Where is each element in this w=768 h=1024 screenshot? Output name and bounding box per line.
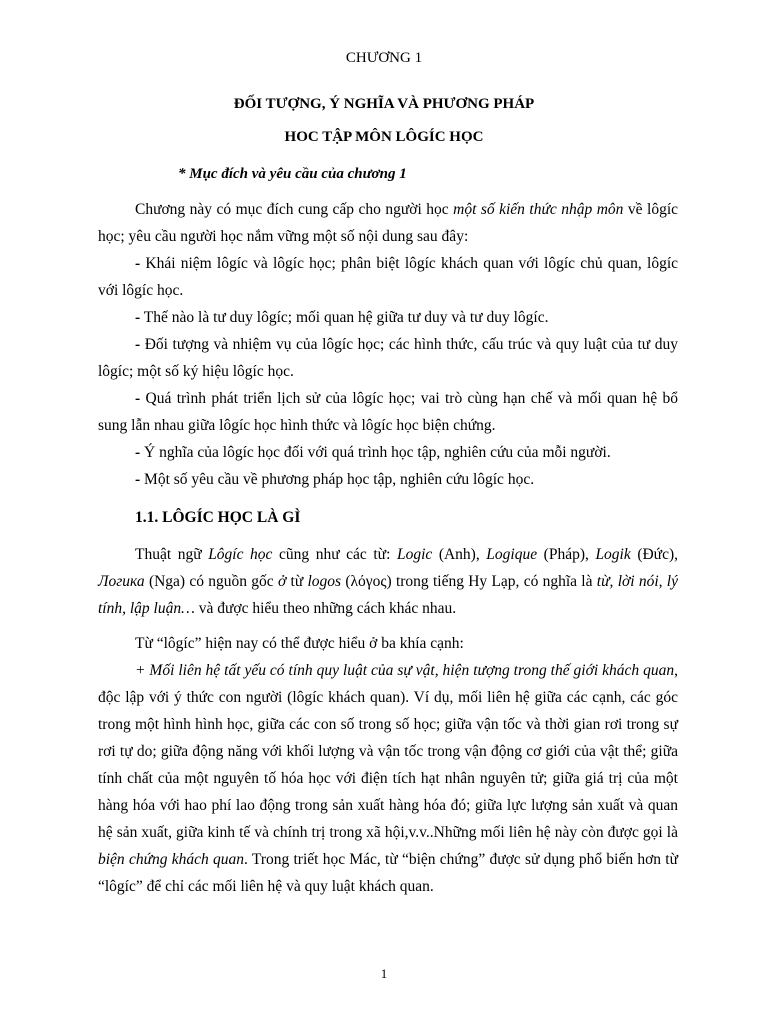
definition-block bbox=[98, 541, 678, 622]
bullet-text: Một số yêu cầu về phương pháp học tập, nghiên cứu lôgíc học. bbox=[144, 471, 535, 488]
definition-paragraph bbox=[98, 541, 678, 622]
bullet-text: Thế nào là tư duy lôgíc; mối quan hệ giữa tư duy và tư duy lôgíc. bbox=[143, 309, 549, 326]
aspects-block bbox=[98, 630, 678, 900]
bullet-item bbox=[98, 250, 678, 304]
p1-s13: từ bbox=[286, 573, 308, 590]
bullet-item bbox=[98, 304, 678, 331]
bullet-dash: - bbox=[135, 390, 141, 407]
p3-s4: . Trong triết học Mác, từ “biện chứng” được sử dụng phổ biến hơn từ “lôgíc” để chỉ các mối liên hệ và quy luật khách quan. bbox=[98, 851, 678, 895]
bullet-dash: - bbox=[135, 471, 141, 488]
p1-s3: cũng như các từ: bbox=[272, 546, 397, 563]
p1-s10: Логика bbox=[98, 573, 145, 590]
chapter-label: CHƯƠNG 1 bbox=[345, 50, 423, 66]
p3-s1: + Mối liên hệ tất yếu có tính quy luật của sự vật, hiện tượng trong thế giới khách quan bbox=[135, 662, 675, 679]
bullet-text: Khái niệm lôgíc và lôgíc học; phân biệt lôgíc khách quan với lôgíc chủ quan, lôgíc với lôgíc học. bbox=[98, 255, 679, 299]
intro-paragraph bbox=[98, 196, 678, 250]
p3-s3: biện chứng khách quan bbox=[98, 851, 245, 868]
p1-s16: từ, lời nói, lý tính, lập luận… bbox=[98, 573, 678, 617]
intro-text-a: Chương này có mục đích cung cấp cho người học bbox=[135, 201, 454, 218]
chapter-subtitle: * Mục đích và yêu cầu của chương 1 bbox=[178, 166, 407, 182]
bullet-item bbox=[98, 466, 678, 493]
bullet-text: Ý nghĩa của lôgíc học đối với quá trình học tập, nghiên cứu của mỗi người. bbox=[144, 444, 611, 461]
p1-s4: Logic bbox=[396, 546, 433, 563]
p1-s17: và được hiểu theo những cách khác nhau. bbox=[194, 600, 457, 617]
p1-s9: (Đức), bbox=[630, 546, 678, 563]
bullet-dash: - bbox=[135, 255, 141, 272]
p1-s14: logos bbox=[307, 573, 342, 590]
p1-s1: Thuật ngữ bbox=[135, 546, 209, 563]
p1-s11: (Nga) có nguồn gốc bbox=[144, 573, 278, 590]
bullet-item bbox=[98, 439, 678, 466]
bullet-dash: - bbox=[135, 309, 141, 326]
p1-s15: (λόγος) trong tiếng Hy Lạp, có nghĩa là bbox=[341, 573, 597, 590]
bullet-dash: - bbox=[135, 336, 141, 353]
page-number: 1 bbox=[380, 966, 388, 981]
aspects-intro: Từ “lôgíc” hiện nay có thể được hiểu ở ba khía cạnh: bbox=[135, 635, 464, 652]
p3-s2: , độc lập với ý thức con người (lôgíc khách quan). Ví dụ, mối liên hệ giữa các cạnh, các góc trong một hình hình học, giữa các con số trong số học; giữa vận tốc và thời gian rơi trong sự rơi tự do; giữa động năng với khối lượng và vận tốc trong vận động cơ giới của vật thể; giữa tính chất của một nguyên tố hóa học với điện tích hạt nhân nguyên tử; giữa giá trị của một hàng hóa với hao phí lao động trong sản xuất hàng hóa đó; giữa lực lượng sản xuất và quan hệ sản xuất, giữa kinh tế và chính trị trong xã hội,v.v..Những mối liên hệ này còn được gọi là bbox=[98, 662, 678, 841]
p1-s7: (Pháp), bbox=[537, 546, 596, 563]
intro-text-c: về lôgíc học; yêu cầu người học nắm vững một số nội dung sau đây: bbox=[98, 201, 679, 245]
chapter-title-line-1: ĐỐI TƯỢNG, Ý NGHĨA VÀ PHƯƠNG PHÁP bbox=[233, 96, 535, 112]
p1-s5: (Anh), bbox=[432, 546, 487, 563]
p1-s12: ở bbox=[277, 573, 287, 590]
bullet-dash: - bbox=[135, 444, 141, 461]
section-heading: 1.1. LÔGÍC HỌC LÀ GÌ bbox=[135, 509, 301, 526]
bullet-item bbox=[98, 331, 678, 385]
bullet-text: Quá trình phát triển lịch sử của lôgíc học; vai trò cùng hạn chế và mối quan hệ bổ sung lẫn nhau giữa lôgíc học hình thức và lôgíc học biện chứng. bbox=[98, 390, 679, 434]
aspect-one-paragraph bbox=[98, 657, 678, 900]
intro-text-italic: một số kiến thức nhập môn bbox=[453, 201, 624, 218]
bullet-text: Đối tượng và nhiệm vụ của lôgíc học; các hình thức, cấu trúc và quy luật của tư duy lôgíc; một số ký hiệu lôgíc học. bbox=[98, 336, 678, 380]
p1-s6: Logique bbox=[486, 546, 538, 563]
intro-block bbox=[98, 196, 678, 493]
bullet-item bbox=[98, 385, 678, 439]
p1-s8: Logik bbox=[595, 546, 631, 563]
chapter-title-line-2: HOC TẬP MÔN LÔGÍC HỌC bbox=[284, 129, 484, 145]
p1-s2: Lôgíc học bbox=[208, 546, 273, 563]
